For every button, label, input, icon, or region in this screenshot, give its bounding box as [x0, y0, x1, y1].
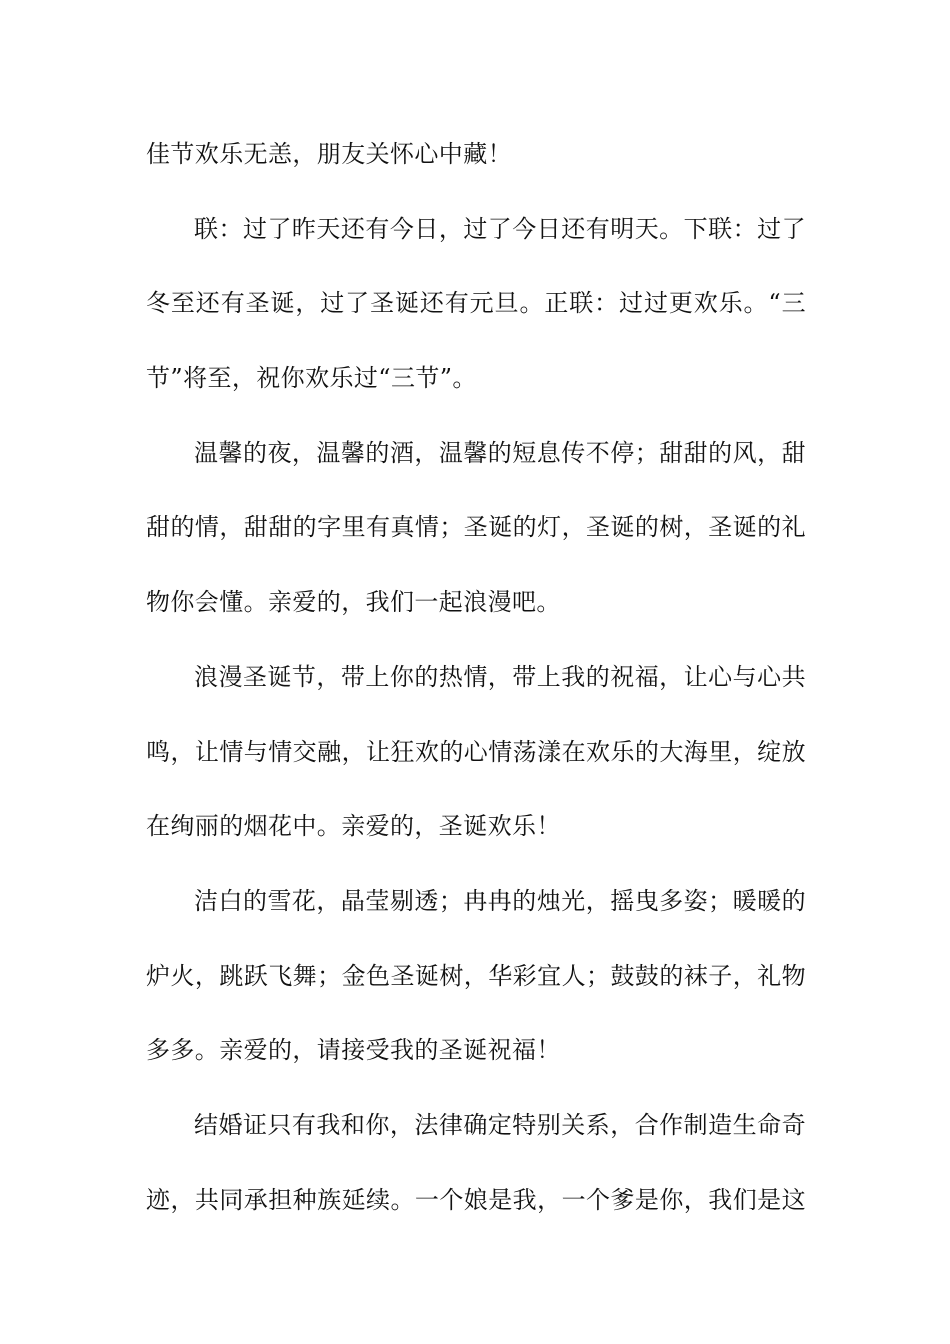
- text-line: 节”将至，祝你欢乐过“三节”。: [146, 364, 477, 393]
- text-line: 浪漫圣诞节，带上你的热情，带上我的祝福，让心与心共: [194, 662, 806, 691]
- text-line: 温馨的夜，温馨的酒，温馨的短息传不停；甜甜的风，甜: [194, 438, 806, 467]
- text-line: 结婚证只有我和你，法律确定特别关系，合作制造生命奇: [194, 1110, 806, 1139]
- text-line: 佳节欢乐无恙，朋友关怀心中藏！: [146, 140, 512, 168]
- text-line: 迹，共同承担种族延续。一个娘是我，一个爹是你，我们是这: [146, 1185, 806, 1214]
- text-line: 洁白的雪花，晶莹剔透；冉冉的烛光，摇曳多姿；暖暖的: [194, 886, 806, 915]
- text-line: 冬至还有圣诞，过了圣诞还有元旦。正联：过过更欢乐。“三: [146, 289, 806, 318]
- text-line: 甜的情，甜甜的字里有真情；圣诞的灯，圣诞的树，圣诞的礼: [146, 513, 806, 542]
- text-line: 鸣，让情与情交融，让狂欢的心情荡漾在欢乐的大海里，绽放: [146, 737, 806, 766]
- text-line: 联：过了昨天还有今日，过了今日还有明天。下联：过了: [194, 214, 806, 243]
- text-line: 物你会懂。亲爱的，我们一起浪漫吧。: [146, 588, 561, 617]
- text-line: 炉火，跳跃飞舞；金色圣诞树，华彩宜人；鼓鼓的袜子，礼物: [146, 961, 806, 990]
- document-body: [146, 128, 806, 1248]
- text-line: 在绚丽的烟花中。亲爱的，圣诞欢乐！: [146, 812, 561, 841]
- text-line: 多多。亲爱的，请接受我的圣诞祝福！: [146, 1036, 561, 1065]
